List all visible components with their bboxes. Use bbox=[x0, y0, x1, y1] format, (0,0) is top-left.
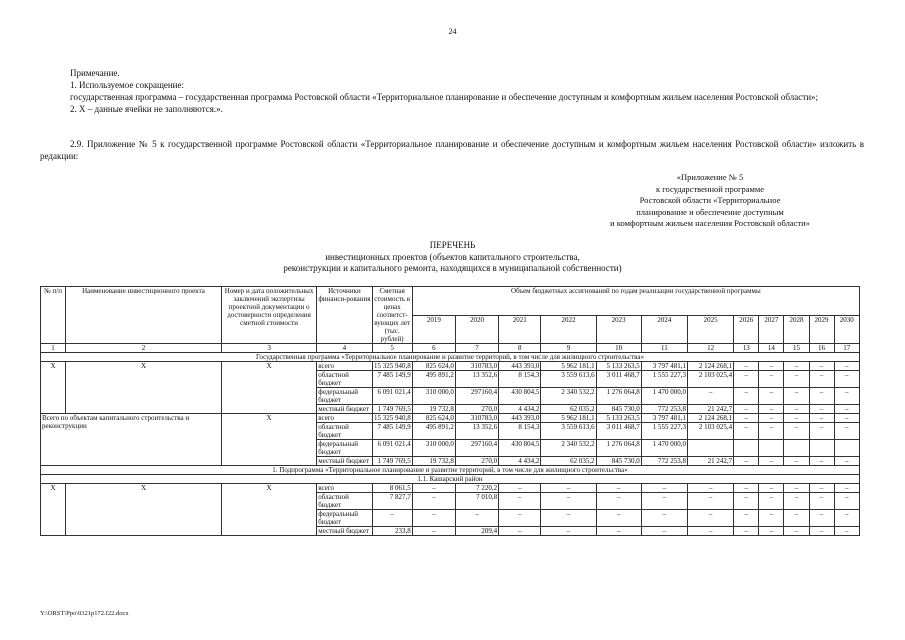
value-cell: – bbox=[759, 484, 784, 493]
column-number: 1 bbox=[41, 344, 66, 353]
value-cell: – bbox=[809, 484, 834, 493]
value-cell: – bbox=[687, 484, 733, 493]
note-item-2: 2. X – данные ячейки не заполняются.». bbox=[70, 104, 223, 114]
source-cell: федеральный бюджет bbox=[317, 510, 372, 527]
source-cell: областной бюджет bbox=[317, 423, 372, 440]
title-line-1: инвестиционных проектов (объектов капитального строительства, bbox=[325, 251, 580, 262]
value-cell: – bbox=[596, 493, 641, 510]
value-cell: 1 555 227,3 bbox=[641, 423, 687, 440]
appendix-line-5: и комфортным жильем населения Ростовской области» bbox=[610, 218, 810, 228]
value-cell: 1 555 227,3 bbox=[641, 371, 687, 388]
value-cell: – bbox=[784, 527, 809, 536]
value-cell: 3 011 468,7 bbox=[596, 423, 641, 440]
value-cell: – bbox=[809, 414, 834, 423]
value-cell: 13 352,6 bbox=[455, 423, 498, 440]
value-cell: – bbox=[784, 371, 809, 388]
value-cell: – bbox=[784, 362, 809, 371]
source-cell: местный бюджет bbox=[317, 527, 372, 536]
value-cell: – bbox=[412, 510, 455, 527]
document-title bbox=[0, 240, 905, 275]
column-numbers-row bbox=[41, 344, 860, 353]
column-number: 8 bbox=[499, 344, 541, 353]
value-cell: – bbox=[734, 484, 759, 493]
value-cell: – bbox=[412, 493, 455, 510]
source-cell: всего bbox=[317, 414, 372, 423]
value-cell: 5 133 263,5 bbox=[596, 362, 641, 371]
section-subprogram: 1. Подпрограмма «Территориальное планирование и развитие территорий, в том числе для жилищного строительства» bbox=[41, 466, 860, 475]
title-line-2: реконструкции и капитального ремонта, находящихся в муниципальной собственности) bbox=[283, 263, 622, 273]
source-cell: всего bbox=[317, 484, 372, 493]
value-cell: – bbox=[734, 527, 759, 536]
value-cell: – bbox=[541, 527, 596, 536]
column-number: 4 bbox=[317, 344, 372, 353]
value-cell: – bbox=[759, 388, 784, 405]
value-cell: – bbox=[834, 484, 859, 493]
value-cell: 3 797 481,1 bbox=[641, 362, 687, 371]
value-cell bbox=[784, 440, 809, 457]
value-cell: – bbox=[734, 388, 759, 405]
value-cell: 270,0 bbox=[455, 405, 498, 414]
column-number: 6 bbox=[412, 344, 455, 353]
column-number: 5 bbox=[372, 344, 412, 353]
district-num-cell: X bbox=[41, 484, 66, 536]
value-cell: – bbox=[641, 493, 687, 510]
value-cell: 7 485 149,9 bbox=[372, 423, 412, 440]
column-number: 10 bbox=[596, 344, 641, 353]
value-cell: 2 340 532,2 bbox=[541, 388, 596, 405]
value-cell: – bbox=[759, 493, 784, 510]
section-district: 1.1. Кашарский район bbox=[41, 475, 860, 484]
project-name-cell: X bbox=[66, 362, 222, 414]
value-cell: 297160,4 bbox=[455, 440, 498, 457]
value-cell: – bbox=[809, 493, 834, 510]
value-cell: 3 797 481,1 bbox=[641, 414, 687, 423]
value-cell: 3 011 468,7 bbox=[596, 371, 641, 388]
appendix-line-4: планирование и обеспечение доступным bbox=[636, 206, 784, 217]
value-cell: – bbox=[734, 371, 759, 388]
value-cell: – bbox=[734, 493, 759, 510]
value-cell: 1 749 769,5 bbox=[372, 457, 412, 466]
value-cell: 825 624,0 bbox=[412, 414, 455, 423]
project-expertise-cell: X bbox=[221, 362, 316, 414]
value-cell: – bbox=[499, 484, 541, 493]
value-cell: – bbox=[834, 414, 859, 423]
value-cell: – bbox=[809, 405, 834, 414]
source-cell: федеральный бюджет bbox=[317, 440, 372, 457]
source-cell: федеральный бюджет bbox=[317, 388, 372, 405]
value-cell: 2 124 268,1 bbox=[687, 414, 733, 423]
value-cell: 845 730,0 bbox=[596, 405, 641, 414]
value-cell: 443 393,0 bbox=[499, 414, 541, 423]
value-cell: 62 035,2 bbox=[541, 405, 596, 414]
value-cell: 1 749 769,5 bbox=[372, 405, 412, 414]
value-cell: 2 340 532,2 bbox=[541, 440, 596, 457]
value-cell: – bbox=[759, 510, 784, 527]
header-volume: Объем бюджетных ассигнований по годам реализации государственной программы bbox=[412, 287, 859, 316]
value-cell bbox=[687, 440, 733, 457]
value-cell: – bbox=[641, 510, 687, 527]
header-name: Наименование инвестиционного проекта bbox=[66, 287, 222, 344]
value-cell: 495 891,2 bbox=[412, 371, 455, 388]
value-cell: – bbox=[759, 457, 784, 466]
footer-file-path: Y:\ORST\Ppo\0321p172.f22.docx bbox=[40, 610, 129, 617]
value-cell: 845 730,0 bbox=[596, 457, 641, 466]
value-cell: – bbox=[834, 362, 859, 371]
appendix-heading bbox=[560, 172, 860, 230]
value-cell bbox=[734, 440, 759, 457]
appendix-line-1: «Приложение № 5 bbox=[676, 172, 744, 182]
value-cell: – bbox=[541, 493, 596, 510]
value-cell: 443 393,0 bbox=[499, 362, 541, 371]
table-body bbox=[41, 287, 860, 536]
value-cell: – bbox=[687, 493, 733, 510]
column-number: 14 bbox=[759, 344, 784, 353]
value-cell: – bbox=[784, 510, 809, 527]
value-cell: 430 804,5 bbox=[499, 388, 541, 405]
value-cell bbox=[809, 440, 834, 457]
source-cell: всего bbox=[317, 362, 372, 371]
section-program: Государственная программа «Территориальное планирование и развитие территорий, в том числе для жилищного строительства» bbox=[41, 353, 860, 362]
value-cell: 430 804,5 bbox=[499, 440, 541, 457]
header-year: 2020 bbox=[455, 315, 498, 344]
value-cell: 13 352,6 bbox=[455, 371, 498, 388]
value-cell: 772 253,8 bbox=[641, 457, 687, 466]
value-cell: – bbox=[784, 484, 809, 493]
value-cell: – bbox=[687, 510, 733, 527]
value-cell: – bbox=[412, 527, 455, 536]
value-cell: – bbox=[499, 527, 541, 536]
value-cell: 2 103 025,4 bbox=[687, 371, 733, 388]
clause-2-9: 2.9. Приложение № 5 к государственной программе Ростовской области «Территориальное планирование и обеспечение доступным и комфортным жильем населения Ростовской области» изложить в редакции: bbox=[40, 139, 864, 161]
value-cell: – bbox=[809, 510, 834, 527]
value-cell: – bbox=[455, 510, 498, 527]
column-number: 16 bbox=[809, 344, 834, 353]
project-num-cell: X bbox=[41, 362, 66, 414]
value-cell: 15 325 940,8 bbox=[373, 362, 411, 370]
value-cell: – bbox=[834, 423, 859, 440]
value-cell: 6 091 021,4 bbox=[372, 440, 412, 457]
value-cell: 21 242,7 bbox=[687, 405, 733, 414]
header-year: 2019 bbox=[412, 315, 455, 344]
column-number: 17 bbox=[834, 344, 859, 353]
column-number: 15 bbox=[784, 344, 809, 353]
note-item-1-text: государственная программа – государственная программа Ростовской области «Территориальное планирование и обеспечение доступным и комфортным жильем населения Ростовской области»; bbox=[70, 92, 819, 102]
value-cell: – bbox=[541, 484, 596, 493]
table-header-row-1 bbox=[41, 287, 860, 316]
value-cell: – bbox=[834, 457, 859, 466]
value-cell: – bbox=[734, 405, 759, 414]
value-cell: – bbox=[641, 527, 687, 536]
header-year: 2023 bbox=[596, 315, 641, 344]
value-cell: – bbox=[809, 457, 834, 466]
value-cell: 15 325 940,8 bbox=[373, 414, 411, 422]
value-cell: – bbox=[687, 388, 733, 405]
header-year: 2026 bbox=[734, 315, 759, 344]
section-subprogram-row bbox=[41, 466, 860, 475]
header-year: 2028 bbox=[784, 315, 809, 344]
value-cell: 6 091 021,4 bbox=[372, 388, 412, 405]
value-cell: 5 962 181,1 bbox=[541, 414, 596, 423]
value-cell: 7 010,8 bbox=[455, 493, 498, 510]
title-heading: ПЕРЕЧЕНЬ bbox=[429, 240, 476, 250]
value-cell: 8 154,3 bbox=[499, 423, 541, 440]
header-year: 2022 bbox=[541, 315, 596, 344]
value-cell: – bbox=[834, 493, 859, 510]
value-cell: – bbox=[759, 362, 784, 371]
column-number: 3 bbox=[221, 344, 316, 353]
value-cell bbox=[759, 440, 784, 457]
header-year: 2025 bbox=[687, 315, 733, 344]
source-cell: областной бюджет bbox=[317, 371, 372, 388]
header-sources: Источники финанси-рования bbox=[317, 287, 372, 344]
value-cell: 3 559 613,6 bbox=[541, 423, 596, 440]
value-cell: 825 624,0 bbox=[412, 362, 455, 371]
value-cell: 772 253,8 bbox=[641, 405, 687, 414]
section-program-row bbox=[41, 353, 860, 362]
appendix-line-2: к государственной программе bbox=[655, 183, 765, 194]
total-expertise-cell: X bbox=[221, 414, 316, 466]
header-year: 2024 bbox=[641, 315, 687, 344]
value-cell: 1 276 064,8 bbox=[596, 440, 641, 457]
value-cell: – bbox=[834, 405, 859, 414]
value-cell: – bbox=[734, 423, 759, 440]
column-number: 12 bbox=[687, 344, 733, 353]
total-name-cell: Всего по объектам капитального строительства и реконструкции bbox=[41, 414, 222, 466]
value-cell: – bbox=[596, 527, 641, 536]
value-cell: 21 242,7 bbox=[687, 457, 733, 466]
column-number: 11 bbox=[641, 344, 687, 353]
value-cell: 209,4 bbox=[455, 527, 498, 536]
value-cell: 4 434,2 bbox=[499, 405, 541, 414]
value-cell: 7 485 149,9 bbox=[372, 371, 412, 388]
value-cell: – bbox=[784, 457, 809, 466]
value-cell: 310783,0 bbox=[455, 414, 498, 423]
value-cell: – bbox=[759, 414, 784, 423]
value-cell: 310 000,0 bbox=[412, 388, 455, 405]
value-cell: – bbox=[499, 510, 541, 527]
table-row bbox=[41, 484, 860, 493]
value-cell: 7 220,2 bbox=[455, 484, 498, 493]
value-cell: – bbox=[541, 510, 596, 527]
value-cell: – bbox=[596, 510, 641, 527]
value-cell: 5 133 263,5 bbox=[596, 414, 641, 423]
value-cell bbox=[834, 440, 859, 457]
source-cell: областной бюджет bbox=[317, 493, 372, 510]
value-cell: – bbox=[784, 493, 809, 510]
header-year: 2021 bbox=[499, 315, 541, 344]
value-cell: – bbox=[834, 527, 859, 536]
page-number: 24 bbox=[448, 27, 457, 36]
value-cell: – bbox=[596, 484, 641, 493]
header-num: № п/п bbox=[41, 287, 66, 344]
value-cell: 19 732,8 bbox=[412, 405, 455, 414]
value-cell: – bbox=[759, 405, 784, 414]
note-item-1: 1. Используемое сокращение: bbox=[70, 80, 184, 90]
value-cell: 233,8 bbox=[372, 527, 412, 536]
value-cell: – bbox=[372, 510, 412, 527]
value-cell: – bbox=[412, 484, 455, 493]
value-cell: 8 154,3 bbox=[499, 371, 541, 388]
value-cell: 495 891,2 bbox=[412, 423, 455, 440]
note-block bbox=[40, 67, 864, 115]
note-heading: Примечание. bbox=[70, 68, 120, 78]
value-cell: 4 434,2 bbox=[499, 457, 541, 466]
value-cell: – bbox=[759, 527, 784, 536]
table-row bbox=[41, 362, 860, 371]
value-cell: 5 962 181,1 bbox=[541, 362, 596, 371]
value-cell: – bbox=[809, 371, 834, 388]
column-number: 13 bbox=[734, 344, 759, 353]
value-cell: 297160,4 bbox=[455, 388, 498, 405]
column-number: 7 bbox=[455, 344, 498, 353]
value-cell: 310 000,0 bbox=[412, 440, 455, 457]
column-number: 9 bbox=[541, 344, 596, 353]
header-year: 2029 bbox=[809, 315, 834, 344]
value-cell: – bbox=[784, 414, 809, 423]
value-cell: 310783,0 bbox=[455, 362, 498, 371]
value-cell: – bbox=[734, 414, 759, 423]
district-expertise-cell: X bbox=[221, 484, 316, 536]
value-cell: – bbox=[834, 371, 859, 388]
value-cell: – bbox=[784, 423, 809, 440]
value-cell: – bbox=[734, 510, 759, 527]
value-cell: – bbox=[809, 423, 834, 440]
value-cell: – bbox=[687, 527, 733, 536]
value-cell: – bbox=[734, 362, 759, 371]
value-cell: – bbox=[834, 388, 859, 405]
value-cell: – bbox=[809, 362, 834, 371]
value-cell: – bbox=[759, 371, 784, 388]
investment-projects-table bbox=[40, 286, 860, 536]
value-cell: – bbox=[809, 527, 834, 536]
value-cell: – bbox=[499, 493, 541, 510]
value-cell: 1 276 064,8 bbox=[596, 388, 641, 405]
table-row bbox=[41, 414, 860, 423]
header-cost: Сметная стоимость в ценах соответст-вующих лет (тыс. рублей) bbox=[372, 287, 412, 344]
value-cell: – bbox=[834, 510, 859, 527]
header-year: 2027 bbox=[759, 315, 784, 344]
value-cell: 1 470 000,0 bbox=[641, 440, 687, 457]
header-expertise: Номер и дата положительных заключений экспертизы проектной документации о достоверности определения сметной стоимости bbox=[221, 287, 316, 344]
value-cell: – bbox=[809, 388, 834, 405]
source-cell: местный бюджет bbox=[317, 405, 372, 414]
column-number: 2 bbox=[66, 344, 222, 353]
source-cell: местный бюджет bbox=[317, 457, 372, 466]
appendix-line-3: Ростовской области «Территориальное bbox=[639, 195, 781, 205]
value-cell: 2 124 268,1 bbox=[687, 362, 733, 371]
district-name-cell: X bbox=[66, 484, 222, 536]
value-cell: 270,0 bbox=[455, 457, 498, 466]
value-cell: 3 559 613,6 bbox=[541, 371, 596, 388]
value-cell: – bbox=[641, 484, 687, 493]
header-year: 2030 bbox=[834, 315, 859, 344]
value-cell: 7 827,7 bbox=[372, 493, 412, 510]
value-cell: 8 061,5 bbox=[372, 484, 412, 493]
section-district-row bbox=[41, 475, 860, 484]
value-cell: 19 732,8 bbox=[412, 457, 455, 466]
value-cell: – bbox=[784, 388, 809, 405]
value-cell: – bbox=[759, 423, 784, 440]
value-cell: 2 103 025,4 bbox=[687, 423, 733, 440]
value-cell: 1 470 000,0 bbox=[641, 388, 687, 405]
value-cell: – bbox=[784, 405, 809, 414]
value-cell: 62 035,2 bbox=[541, 457, 596, 466]
value-cell: – bbox=[734, 457, 759, 466]
